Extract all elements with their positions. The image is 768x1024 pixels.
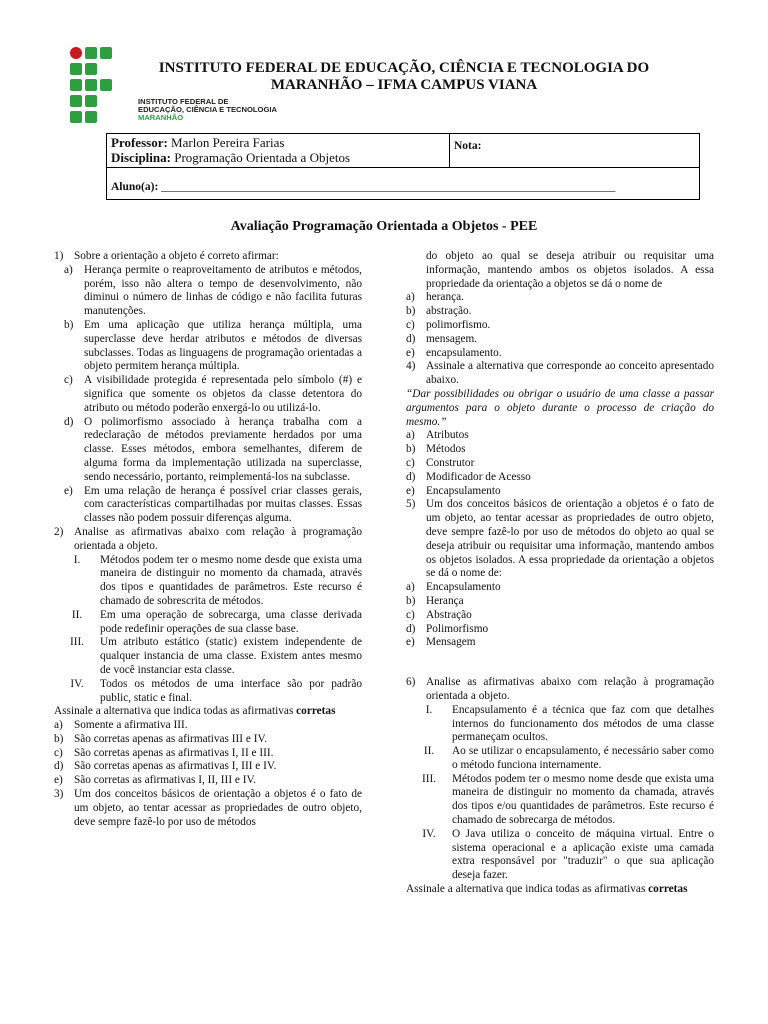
question-number: 4) [406, 360, 416, 373]
aluno-label: Aluno(a): [111, 181, 159, 193]
option-letter: a) [406, 581, 415, 594]
spacer [406, 650, 714, 663]
institution-title-line: INSTITUTO FEDERAL DE EDUCAÇÃO, CIÊNCIA E TECNOLOGIA DO [158, 60, 650, 76]
option-letter: b) [406, 594, 416, 607]
question-4 [406, 360, 714, 388]
logo-square [85, 63, 97, 75]
question-number: 6) [406, 676, 416, 689]
question-text: Analise as afirmativas abaixo com relação à programação orientada a objeto. [74, 525, 362, 552]
statement-iv [406, 828, 714, 883]
question-text: Assinale a alternativa que corresponde ao conceito apresentado abaixo. [426, 360, 714, 387]
logo-square [85, 95, 97, 107]
question-3 [54, 788, 362, 829]
option-text: Somente a afirmativa III. [74, 719, 188, 732]
question-6 [406, 676, 714, 704]
option-text: Construtor [426, 456, 475, 469]
question-5 [406, 498, 714, 581]
statement-i [54, 554, 362, 609]
statement-ii [406, 745, 714, 773]
logo-square [85, 111, 97, 123]
statement-iii [54, 636, 362, 677]
option-d [54, 416, 362, 485]
professor-label: Professor: [111, 135, 168, 150]
option-text: Em uma relação de herança é possível criar classes gerais, com características compartilhadas por muitas classes. Essas classes não podem possuir diferenças alguma. [84, 484, 362, 525]
option-letter: c) [64, 374, 73, 387]
option-letter: a) [406, 429, 415, 442]
option-b [406, 595, 714, 609]
right-column [406, 250, 714, 897]
statement-text: Em uma operação de sobrecarga, uma classe derivada pode redefinir operações de sua classe base. [100, 608, 362, 635]
disciplina-value: Programação Orientada a Objetos [170, 150, 351, 165]
answer-c [54, 747, 362, 761]
option-text: herança. [426, 291, 464, 304]
statement-number: I. [425, 703, 433, 716]
option-e [54, 485, 362, 526]
option-text: Abstração [426, 608, 472, 621]
question-3-continued [406, 250, 714, 291]
question-number: 1) [54, 250, 64, 262]
option-b [406, 305, 714, 319]
option-text: abstração. [426, 305, 472, 318]
option-c [54, 374, 362, 415]
option-d [406, 623, 714, 637]
option-text: Encapsulamento [426, 581, 501, 594]
question-text: Analise as afirmativas abaixo com relação à programação orientada a objeto. [426, 676, 714, 702]
logo-square [100, 79, 112, 91]
logo-square [70, 95, 82, 107]
instruction-text: Assinale a alternativa que indica todas as afirmativas [54, 705, 297, 718]
logo-line: INSTITUTO FEDERAL DE [138, 97, 229, 106]
instruction-text: Assinale a alternativa que indica todas as afirmativas [406, 883, 649, 896]
institution-title [130, 60, 678, 94]
statement-iv [54, 678, 362, 706]
option-a [54, 264, 362, 319]
option-letter: c) [406, 608, 415, 621]
option-letter: e) [406, 346, 415, 359]
left-column [54, 250, 362, 829]
option-text: São corretas apenas as afirmativas I, III e IV. [74, 760, 277, 773]
option-letter: b) [406, 443, 416, 456]
option-letter: e) [406, 636, 415, 649]
aluno-line [111, 181, 615, 193]
option-a [406, 581, 714, 595]
question-text: Um dos conceitos básicos de orientação a objetos é o fato de um objeto, ao tentar acessar as propriedades de outro objeto, deve sempre fazê-lo por uso de métodos [74, 788, 362, 828]
option-letter: e) [64, 484, 73, 497]
statement-text: Ao se utilizar o encapsulamento, é necessário saber como o método funciona internamente. [452, 745, 714, 771]
option-letter: d) [406, 332, 416, 345]
statement-iii [406, 773, 714, 828]
info-left [111, 135, 350, 165]
statement-text: Métodos podem ter o mesmo nome desde que exista uma maneira de distinguir no momento da chamada, através dos tipos e/ou quantidades de parâmetros. Este recurso é chamado de sobrecarga de métodos. [452, 772, 714, 827]
option-text: São corretas as afirmativas I, II, III e IV. [74, 774, 257, 787]
statement-number: IV. [70, 677, 84, 690]
logo-square [70, 63, 82, 75]
logo-square [85, 47, 97, 59]
option-text: Herança permite o reaproveitamento de atributos e métodos, porém, isso não altera o tempo de desenvolvimento, não diminui o número de linhas de código e não facilita futuras manutenções. [84, 263, 362, 318]
info-row [107, 134, 699, 168]
option-text: mensagem. [426, 332, 478, 345]
option-letter: b) [406, 305, 416, 318]
option-letter: c) [406, 456, 415, 469]
statement-ii [54, 609, 362, 637]
option-text: Atributos [426, 429, 469, 442]
statement-number: IV. [422, 827, 436, 840]
concept-quote: “Dar possibilidades ou obrigar o usuário de uma classe a passar argumentos para o objeto durante o processo de criação do mesmo.” [406, 387, 714, 428]
option-letter: d) [54, 760, 64, 773]
option-c [406, 457, 714, 471]
option-letter: d) [406, 470, 416, 483]
option-text: Modificador de Acesso [426, 470, 531, 483]
option-text: polimorfismo. [426, 318, 491, 331]
option-c [406, 609, 714, 623]
option-e [406, 347, 714, 361]
answer-e [54, 774, 362, 788]
info-table [106, 133, 700, 200]
question-number: 3) [54, 788, 64, 801]
disciplina-label: Disciplina: [111, 150, 171, 165]
option-letter: e) [54, 774, 63, 787]
statement-i [406, 704, 714, 745]
option-e [406, 485, 714, 499]
option-text: Polimorfismo [426, 622, 489, 635]
logo-square [85, 79, 97, 91]
instruction-bold: corretas [648, 883, 688, 896]
question-1 [54, 250, 362, 264]
option-letter: c) [54, 746, 63, 759]
spacer [406, 663, 714, 676]
option-c [406, 319, 714, 333]
option-text: São corretas apenas as afirmativas I, II e III. [74, 746, 274, 759]
question-text: do objeto ao qual se deseja atribuir ou requisitar uma informação, mantendo ambos os objetos isolados. A essa propriedade da orientação a objetos se dá o nome de [426, 250, 714, 290]
assinale-instruction [54, 705, 362, 719]
option-a [406, 429, 714, 443]
option-a [406, 291, 714, 305]
logo-square [100, 47, 112, 59]
statement-number: II. [71, 608, 83, 621]
option-letter: d) [64, 415, 74, 428]
option-b [54, 319, 362, 374]
statement-text: O Java utiliza o conceito de máquina virtual. Entre o sistema operacional e a aplicação existe uma camada extra responsável por "traduzir" o que sua aplicação deseja fazer. [452, 827, 714, 882]
question-2 [54, 526, 362, 554]
statement-text: Métodos podem ter o mesmo nome desde que exista uma maneira de distinguir no momento da chamada, através dos tipos e quantidades de parâmetros. Este recurso é chamado de sobrescrita de métodos. [100, 553, 362, 607]
option-letter: d) [406, 622, 416, 635]
option-text: Mensagem [426, 636, 476, 649]
answer-b [54, 733, 362, 747]
option-d [406, 471, 714, 485]
question-text: Um dos conceitos básicos de orientação a objetos é o fato de um objeto, ao tentar acessar as propriedades de outro objeto, deve sempre fazê-lo por uso de métodos do objeto ao qual se deseja atribuir ou requisitar uma informação, mantendo ambos os objetos isolados. A essa propriedade da orientação a objetos se dá o nome de: [426, 498, 714, 580]
statement-number: III. [69, 636, 85, 649]
option-text: Herança [426, 594, 464, 607]
professor-line [111, 135, 350, 150]
exam-title: Avaliação Programação Orientada a Objetos - PEE [230, 219, 538, 234]
statement-number: II. [423, 745, 435, 758]
statement-text: Um atributo estático (static) existem independente de qualquer instancia de uma classe. Existem antes mesmo de você instanciar esta classe. [100, 636, 362, 676]
disciplina-line [111, 150, 350, 165]
logo-square [70, 111, 82, 123]
question-number: 2) [54, 525, 64, 538]
option-letter: a) [54, 719, 63, 732]
logo-line: MARANHÃO [138, 113, 184, 123]
option-text: A visibilidade protegida é representada pelo símbolo (#) e significa que somente os objetos da classe detentora do atributo ou método poderão enxergá-lo ou utilizá-lo. [84, 374, 362, 414]
logo-red-circle [70, 47, 82, 59]
logo-text [138, 98, 277, 123]
question-number: 5) [406, 498, 416, 511]
option-letter: a) [64, 263, 73, 276]
instruction-bold: corretas [296, 705, 336, 718]
option-b [406, 443, 714, 457]
option-d [406, 333, 714, 347]
professor-value: Marlon Pereira Farias [167, 135, 285, 150]
option-letter: c) [406, 318, 415, 331]
option-letter: b) [64, 318, 74, 331]
option-text: Em uma aplicação que utiliza herança múltipla, uma superclasse deve herdar atributos e métodos de diversas subclasses. Todas as linguagens de programação orientadas a objeto permitem herança múltipla. [84, 318, 362, 373]
assinale-instruction [406, 883, 714, 897]
option-text: Encapsulamento [426, 484, 501, 497]
question-text: Sobre a orientação a objeto é correto afirmar: [74, 250, 279, 262]
option-letter: b) [54, 732, 64, 745]
logo-square [70, 79, 82, 91]
statement-number: III. [421, 772, 437, 785]
statement-text: Todos os métodos de uma interface são por padrão public, static e final. [100, 677, 362, 704]
logo-line: EDUCAÇÃO, CIÊNCIA E TECNOLOGIA [138, 105, 277, 115]
option-text: O polimorfismo associado à herança trabalha com a redeclaração de métodos previamente herdados por uma classe. Esses métodos, embora semelhantes, diferem de alguma forma da implementação utilizada na superclasse, sendo necessário, portanto, reimplementá-los na subclasse. [84, 415, 362, 483]
option-e [406, 636, 714, 650]
option-text: Métodos [426, 443, 466, 456]
option-text: encapsulamento. [426, 346, 502, 359]
info-divider [449, 134, 450, 168]
answer-d [54, 760, 362, 774]
statement-number: I. [73, 553, 81, 566]
option-letter: a) [406, 291, 415, 304]
nota-label: Nota: [454, 140, 482, 152]
option-text: São corretas apenas as afirmativas III e IV. [74, 732, 268, 745]
aluno-blank: _______________________________________________________________________________ [158, 181, 616, 193]
statement-text: Encapsulamento é a técnica que faz com que detalhes internos do funcionamento dos métodos de uma classe permaneçam ocultos. [452, 703, 714, 744]
institution-title-line: MARANHÃO – IFMA CAMPUS VIANA [270, 77, 538, 93]
option-letter: e) [406, 484, 415, 497]
answer-a [54, 719, 362, 733]
